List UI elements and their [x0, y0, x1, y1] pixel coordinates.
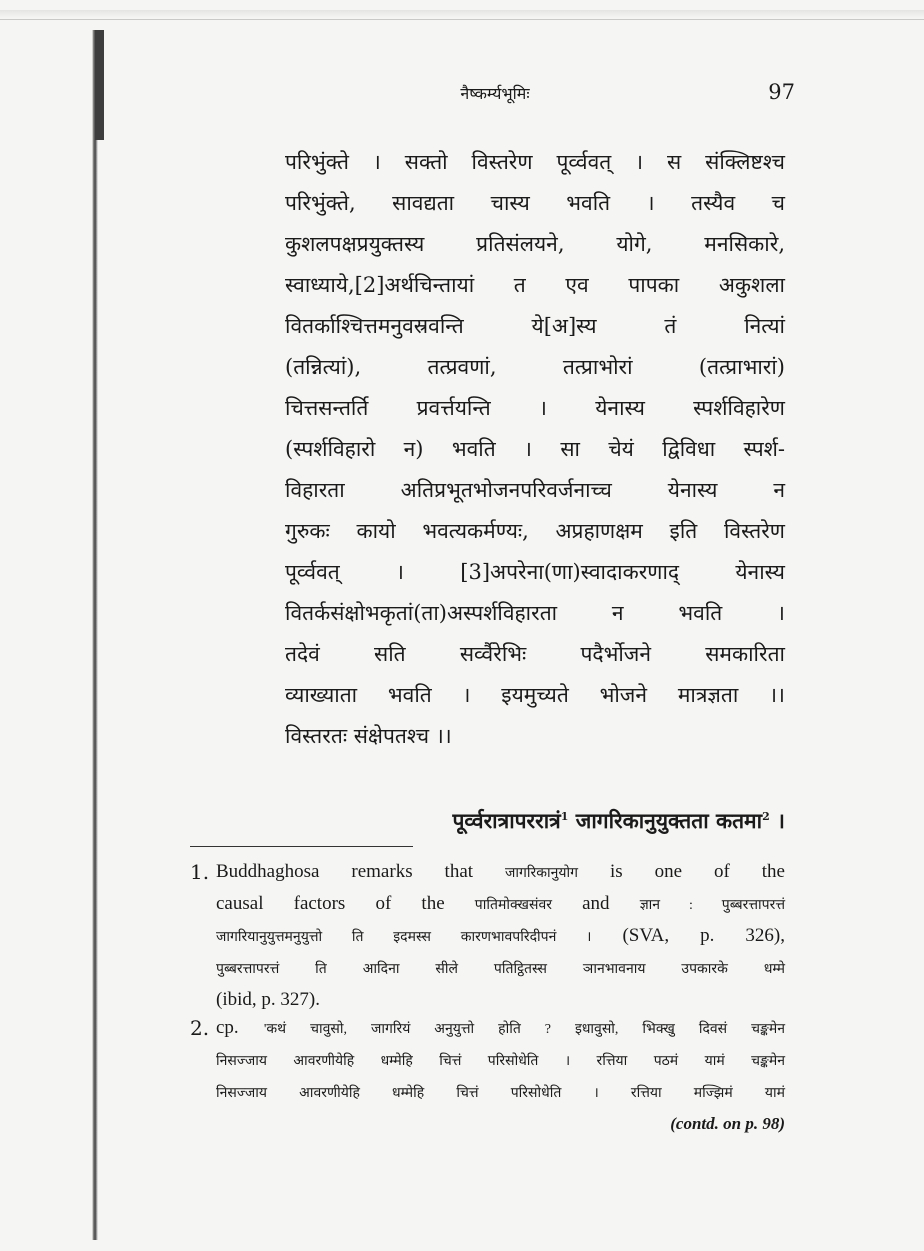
text-line: परिभुंक्ते, सावद्यता चास्य भवति । तस्यैव च — [285, 191, 785, 215]
text-line: वितर्काश्चित्तमनुवस्रवन्ति ये[अ]स्य तं नित्यां — [285, 314, 785, 338]
text-line: (स्पर्शविहारो न) भवति । सा चेयं द्विविधा स्पर्श- — [285, 437, 785, 461]
text-line: (तन्नित्यां), तत्प्रवणां, तत्प्राभोरां (तत्प्राभारां) — [285, 355, 785, 379]
footnote-ref: 1 — [560, 810, 569, 823]
scan-edge-line — [0, 19, 924, 20]
text-line: वितर्कसंक्षोभकृतां(ता)अस्पर्शविहारता न भवति । — [285, 601, 785, 625]
text-line: पूर्व्ववत् । [3]अपरेना(णा)स्वादाकरणाद् येनास्य — [285, 560, 785, 584]
footnote-line: causal factors of the पातिमोक्खसंवर and ज्ञान : पुब्बरत्तापरत्तं — [216, 893, 785, 914]
footnote-ref: 2 — [762, 810, 770, 823]
text-line: स्वाध्याये,[2]अर्थचिन्तायां त एव पापका अकुशला — [285, 273, 785, 297]
text-line: विस्तरतः संक्षेपतश्च ।। — [285, 724, 452, 748]
footnote-line: निसज्जाय आवरणीयेहि धम्मेहि चित्तं परिसोधेति । रत्तिया मज्झिमं यामं — [216, 1086, 785, 1101]
scan-edge-shadow — [0, 10, 924, 18]
footnote-number: 1. — [190, 860, 210, 884]
text-line: विहारता अतिप्रभूतभोजनपरिवर्जनाच्च येनास्य न — [285, 478, 785, 502]
heading-part: जागरिकानुयुक्तता कतमा — [568, 808, 763, 833]
section-heading — [300, 799, 785, 839]
main-text-block — [285, 142, 785, 757]
running-header: नैष्कर्म्यभूमिः — [460, 84, 530, 103]
text-line: चित्तसन्तर्ति प्रवर्त्तयन्ति । येनास्य स्पर्शविहारेण — [285, 396, 785, 420]
text-line: तदेवं सति सर्व्वैरेभिः पदैर्भोजने समकारिता — [285, 642, 785, 666]
book-binding-shadow — [92, 30, 98, 1240]
footnote-line: जागरियानुयुत्तमनुयुत्तो ति इदमस्स कारणभावपरिदीपनं । (SVA, p. 326), — [216, 925, 786, 946]
heading-part: । — [769, 808, 785, 833]
text-line: व्याख्याता भवति । इयमुच्यते भोजने मात्रज्ञता ।। — [285, 683, 785, 707]
footnote-line: (ibid, p. 327). — [216, 989, 320, 1010]
footnote-number: 2. — [190, 1016, 210, 1040]
text-line: परिभुंक्ते । सक्तो विस्तरेण पूर्व्ववत् । स संक्लिष्टश्च — [285, 150, 785, 174]
footnote-line: cp. 'कथं चावुसो, जागरियं अनुयुत्तो होति ? इधावुसो, भिक्खु दिवसं चङ्कमेन — [216, 1017, 785, 1038]
continuation-note: (contd. on p. 98) — [670, 1114, 785, 1133]
heading-part: पूर्व्वरात्रापररात्रं — [452, 808, 561, 833]
text-line: कुशलपक्षप्रयुक्तस्य प्रतिसंलयने, योगे, मनसिकारे, — [285, 232, 785, 256]
footnote-line: पुब्बरत्तापरत्तं ति आदिना सीले पतिट्ठितस्स ञानभावनाय उपकारके धम्मे — [216, 962, 785, 977]
footnote-rule — [190, 846, 413, 847]
text-line: गुरुकः कायो भवत्यकर्मण्यः, अप्रहाणक्षम इति विस्तरेण — [285, 519, 785, 543]
footnote-line: Buddhaghosa remarks that जागरिकानुयोग is one of the — [216, 861, 785, 882]
page-number: 97 — [768, 80, 795, 104]
book-binding-mark — [95, 30, 104, 140]
footnote-line: निसज्जाय आवरणीयेहि धम्मेहि चित्तं परिसोधेति । रत्तिया पठमं यामं चङ्कमेन — [216, 1054, 785, 1069]
